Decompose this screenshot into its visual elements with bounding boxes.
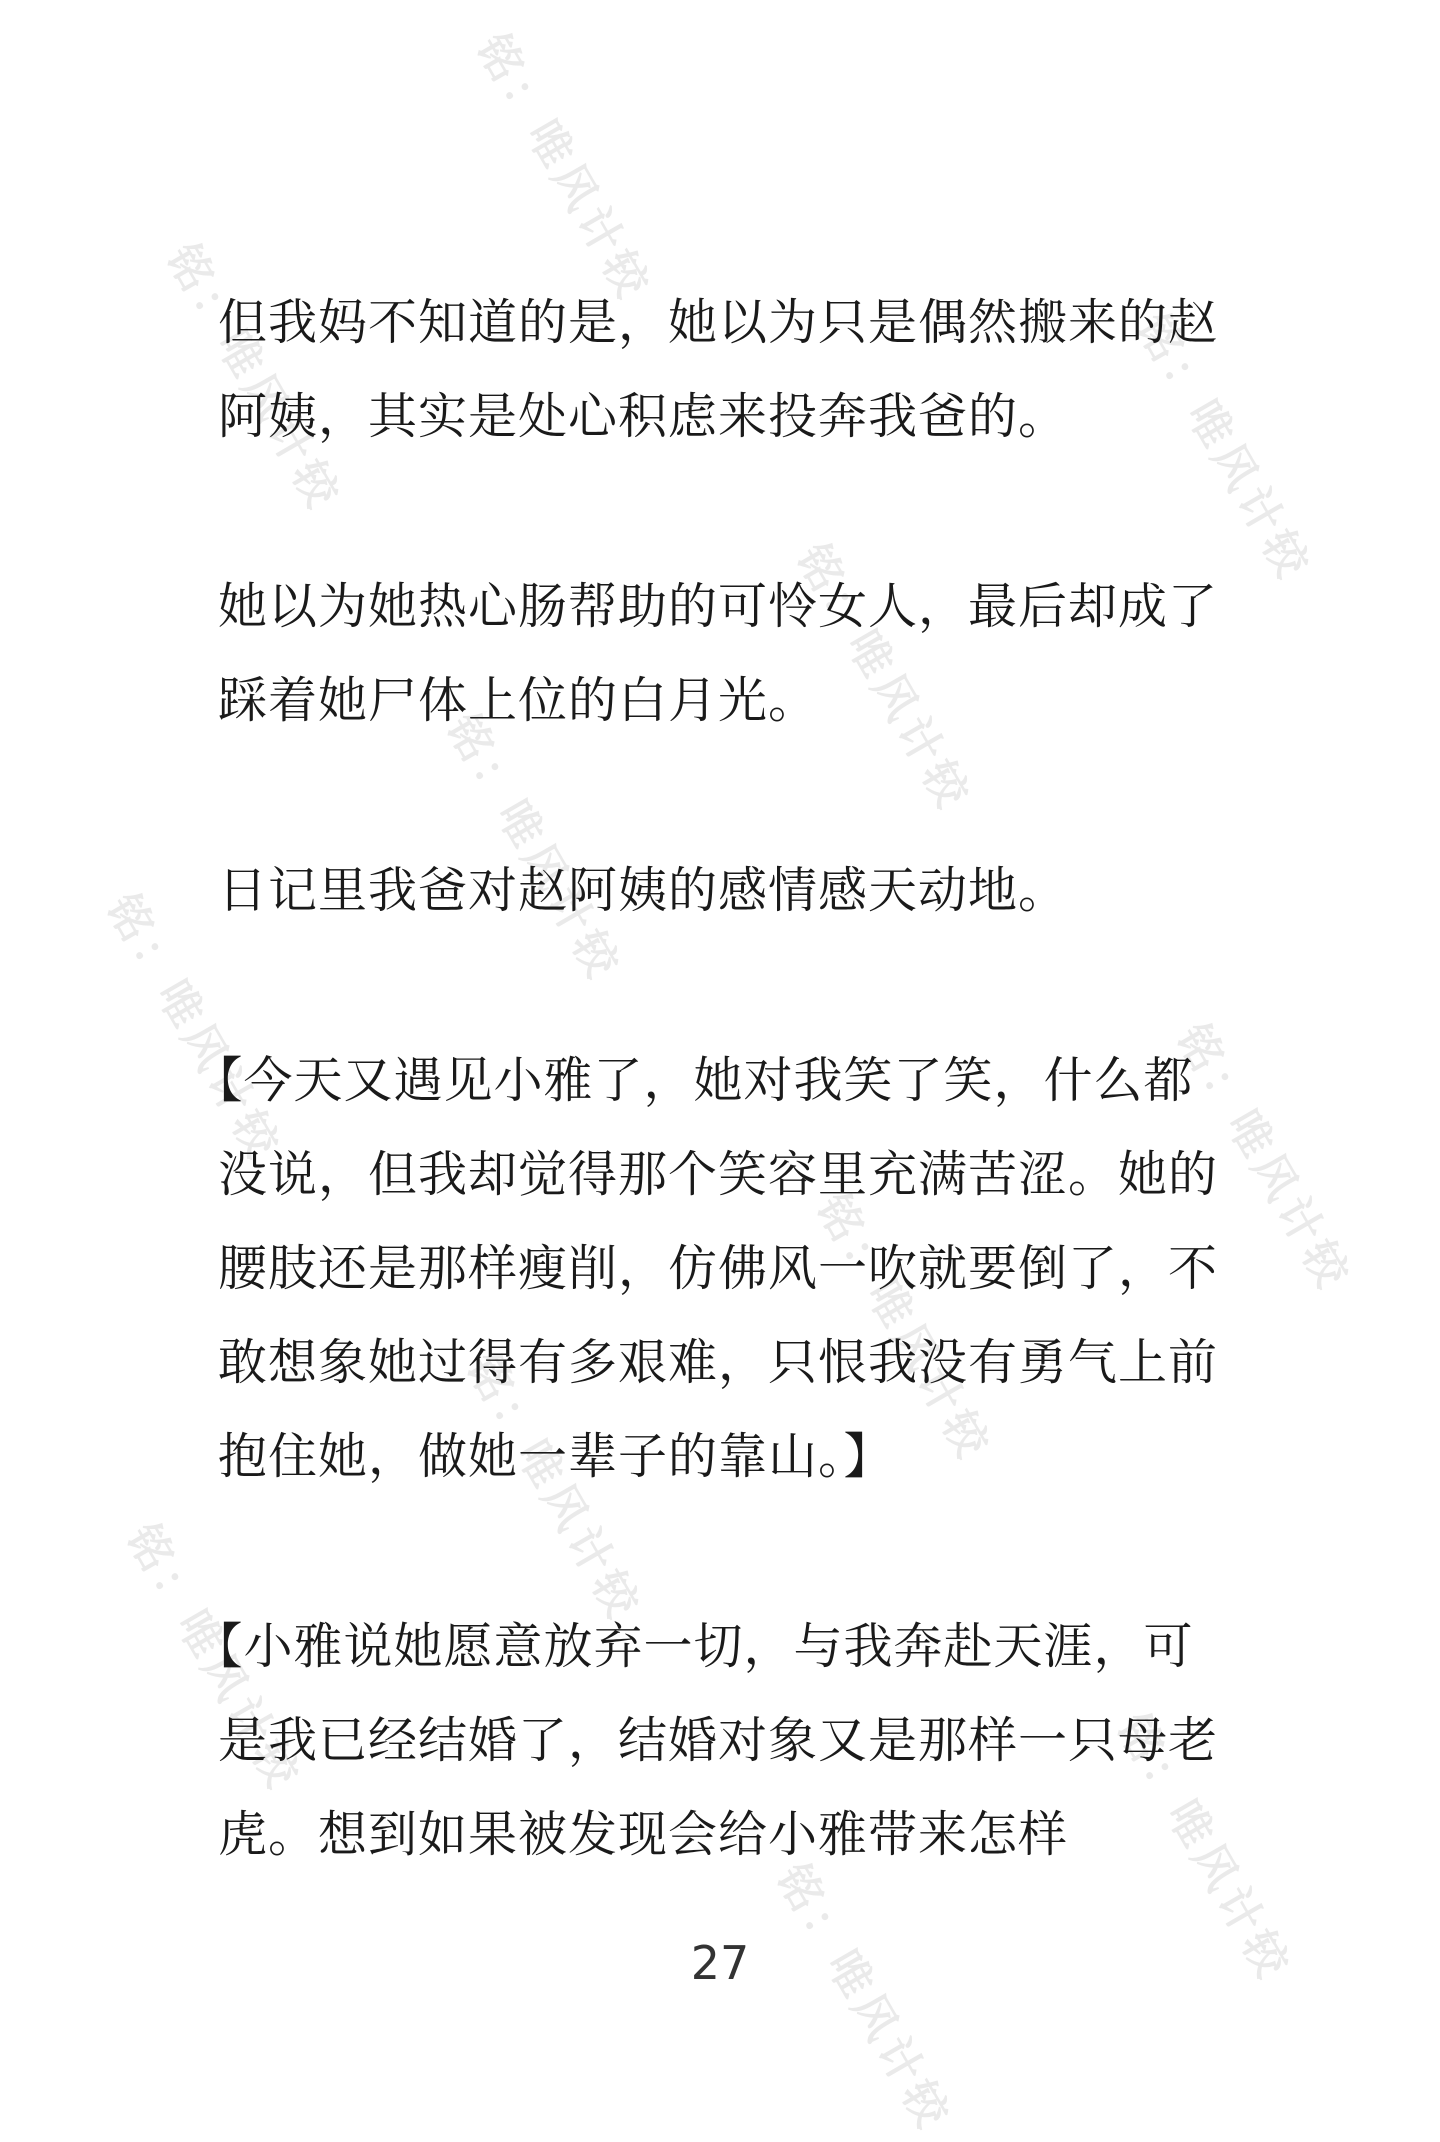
watermark: 铭：唯风计较 — [116, 1515, 311, 1801]
watermark: 铭：唯风计较 — [766, 1855, 961, 2141]
paragraph: 她以为她热心肠帮助的可怜女人，最后却成了踩着她尸体上位的白月光。 — [218, 578, 1219, 729]
watermark: 铭：唯风计较 — [1126, 305, 1321, 591]
diary-quote: 【小雅说她愿意放弃一切，与我奔赴天涯，可是我已经结婚了，结婚对象又是那样一只母老虎。想到如果被发现会给小雅带来怎样 — [193, 1618, 1219, 1863]
watermark: 铭：唯风计较 — [456, 1345, 651, 1631]
watermark: 铭：唯风计较 — [96, 885, 291, 1171]
watermark: 铭：唯风计较 — [786, 535, 981, 821]
paragraph: 但我妈不知道的是，她以为只是偶然搬来的赵阿姨，其实是处心积虑来投奔我爸的。 — [218, 294, 1219, 445]
watermark: 铭：唯风计较 — [1166, 1015, 1361, 1301]
watermark: 铭：唯风计较 — [466, 25, 661, 311]
watermark: 铭：唯风计较 — [1106, 1705, 1301, 1991]
watermark: 铭：唯风计较 — [156, 235, 351, 521]
watermark: 铭：唯风计较 — [806, 1185, 1001, 1471]
page-number: 27 — [690, 1936, 750, 1990]
diary-quote: 【今天又遇见小雅了，她对我笑了笑，什么都没说，但我却觉得那个笑容里充满苦涩。她的腰肢还是那样瘦削，仿佛风一吹就要倒了，不敢想象她过得有多艰难，只恨我没有勇气上前抱住她，做她一辈子的靠山。】 — [193, 1052, 1219, 1485]
paragraph: 日记里我爸对赵阿姨的感情感天动地。 — [218, 862, 1069, 919]
watermark: 铭：唯风计较 — [436, 705, 631, 991]
